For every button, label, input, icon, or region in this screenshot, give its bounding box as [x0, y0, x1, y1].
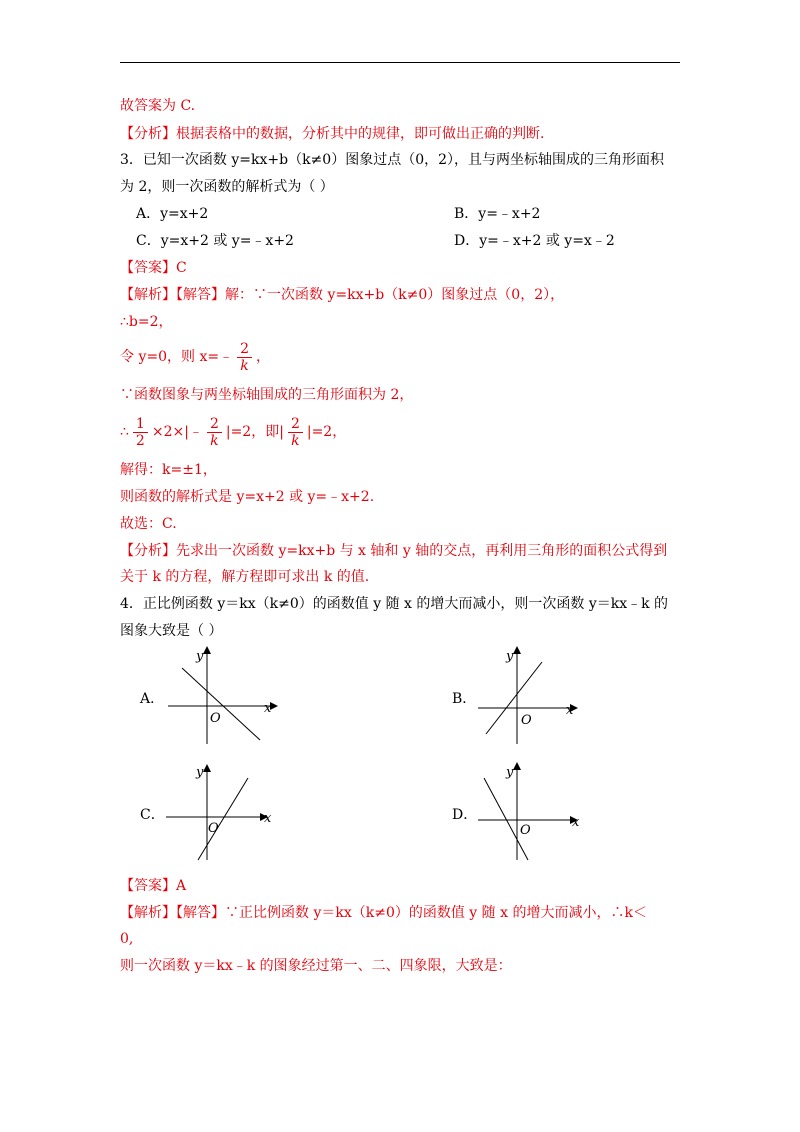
- answer-line: 故答案为 C.: [120, 98, 196, 114]
- option-c: C．y=x+2 或 y=﹣x+2: [136, 233, 294, 249]
- solution-3-line-7: 则函数的解析式是 y=x+2 或 y=﹣x+2.: [120, 489, 375, 505]
- fraction-numerator: 2: [288, 416, 303, 433]
- function-line: [484, 778, 528, 860]
- analysis-line: 【分析】根据表格中的数据，分析其中的规律，即可做出正确的判断.: [120, 126, 545, 142]
- graph-b: [470, 640, 600, 750]
- function-line: [486, 662, 542, 734]
- y-label: y: [506, 765, 514, 780]
- y-label: y: [196, 765, 204, 780]
- solution-3-line-6: 解得：k=±1，: [120, 462, 217, 478]
- solution-3-line-5: [120, 412, 346, 452]
- origin-label: O: [521, 713, 532, 728]
- header-rule: [120, 62, 680, 63]
- question-3-line-2: 为 2，则一次函数的解析式为（ ）: [120, 179, 334, 195]
- fraction-denominator: 2: [135, 432, 145, 449]
- fraction-numerator: 1: [133, 416, 148, 433]
- question-3-line-1: 3．已知一次函数 y=kx+b（k≠0）图象过点（0，2），且与两坐标轴围成的三角形面积: [120, 152, 665, 168]
- solution-3-text: 令 y=0，则 x=﹣: [120, 349, 234, 365]
- x-label: x: [566, 703, 574, 718]
- graph-a-label: A．: [140, 691, 165, 707]
- origin-label: O: [208, 821, 219, 836]
- fraction-denominator: k: [210, 432, 219, 449]
- fraction-denominator: k: [291, 432, 300, 449]
- option-b: B．y=﹣x+2: [454, 206, 541, 222]
- fraction-half: [133, 416, 148, 449]
- solution-3-line-3: [120, 337, 270, 377]
- y-axis-arrow: [513, 646, 521, 654]
- solution-3-line-2: ∴b=2，: [120, 314, 173, 330]
- analysis-3-line-2: 关于 k 的方程，解方程即可求出 k 的值.: [120, 569, 370, 585]
- solution-3-line-4: ∵函数图象与两坐标轴围成的三角形面积为 2，: [120, 387, 414, 403]
- answer-4: 【答案】A: [120, 878, 187, 894]
- equation-part-3: |=2，: [306, 424, 347, 440]
- question-4-line-2: 图象大致是（ ）: [120, 623, 223, 639]
- graph-d: [470, 756, 600, 868]
- answer-3: 【答案】C: [120, 260, 187, 276]
- analysis-3-line-1: 【分析】先求出一次函数 y=kx+b 与 x 轴和 y 轴的交点，再利用三角形的面积公式得到: [120, 543, 668, 559]
- fraction-2-over-k: [237, 341, 252, 374]
- fraction-2-over-k: [288, 416, 303, 449]
- y-axis-arrow: [203, 646, 211, 654]
- option-d: D．y=﹣x+2 或 y=x﹣2: [454, 233, 615, 249]
- origin-label: O: [210, 711, 221, 726]
- y-axis-arrow: [513, 762, 521, 770]
- y-label: y: [196, 649, 204, 664]
- graph-d-label: D．: [452, 807, 478, 823]
- fraction-numerator: 2: [237, 341, 252, 358]
- fraction-numerator: 2: [207, 416, 222, 433]
- solution-3-line-8: 故选：C.: [120, 516, 177, 532]
- equation-part-2: |=2，即|: [225, 424, 284, 440]
- graph-a: [160, 640, 290, 750]
- origin-label: O: [520, 823, 531, 838]
- graph-c-label: C．: [140, 807, 165, 823]
- x-label: x: [264, 811, 272, 826]
- solution-4-line-1: 【解析】【解答】∵正比例函数 y＝kx（k≠0）的函数值 y 随 x 的增大而减小，∴k＜: [120, 905, 647, 921]
- graph-c: [160, 756, 290, 868]
- solution-3-line-1: 【解析】【解答】解：∵一次函数 y=kx+b（k≠0）图象过点（0，2），: [120, 287, 565, 303]
- solution-4-line-2: 0,: [120, 931, 134, 947]
- solution-3-text-end: ，: [256, 349, 270, 365]
- function-line: [198, 778, 248, 860]
- x-label: x: [572, 815, 580, 830]
- y-axis-arrow: [203, 764, 211, 772]
- x-label: x: [264, 701, 272, 716]
- fraction-denominator: k: [240, 357, 249, 374]
- solution-4-line-3: 则一次函数 y＝kx﹣k 的图象经过第一、二、四象限，大致是：: [120, 958, 512, 974]
- graph-b-label: B．: [452, 691, 477, 707]
- option-a: A．y=x+2: [136, 206, 209, 222]
- equation-part-1: ×2×|﹣: [151, 424, 203, 440]
- fraction-2-over-k: [207, 416, 222, 449]
- question-4-line-1: 4．正比例函数 y＝kx（k≠0）的函数值 y 随 x 的增大而减小，则一次函数 y＝kx﹣k 的: [120, 596, 669, 612]
- function-line: [182, 668, 260, 740]
- y-label: y: [506, 649, 514, 664]
- therefore-symbol: ∴: [120, 424, 129, 440]
